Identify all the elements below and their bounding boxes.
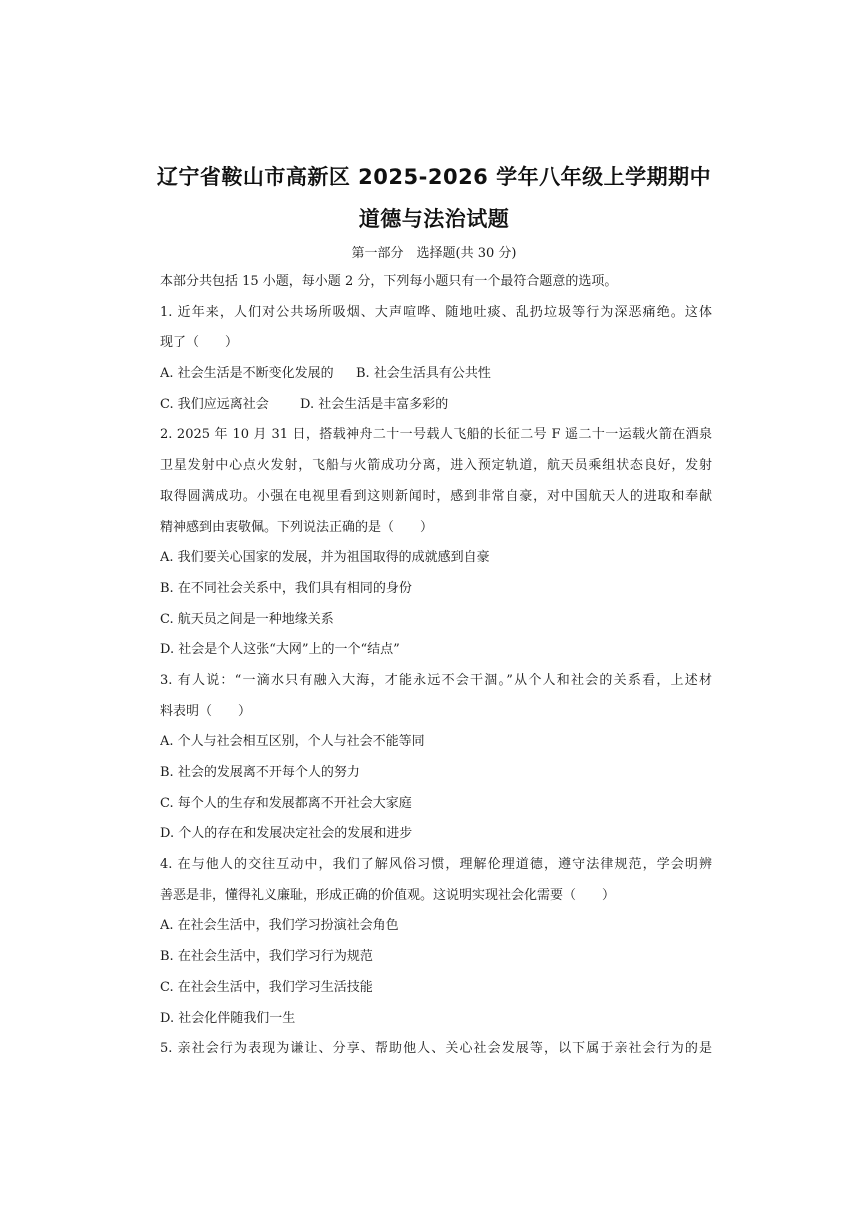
question-3-option-d: D. 个人的存在和发展决定社会的发展和进步 [160,826,413,842]
question-4-option-a: A. 在社会生活中，我们学习扮演社会角色 [160,918,399,934]
question-3-option-a: A. 个人与社会相互区别，个人与社会不能等同 [160,734,425,750]
question-1-options-row-2 [160,394,712,425]
question-4-stem-line-2: 善恶是非，懂得礼义廉耻，形成正确的价值观。这说明实现社会化需要（ ） [160,887,616,903]
question-1-option-c: C. 我们应远离社会 [160,396,269,412]
question-3-stem-line-1: 3. 有人说：“一滴水只有融入大海，才能永远不会干涸。”从个人和社会的关系看，上述材 [160,672,712,688]
exam-title-line-1: 辽宁省鞍山市高新区 2025-2026 学年八年级上学期期中 [156,165,712,189]
question-2-option-a: A. 我们要关心国家的发展，并为祖国取得的成就感到自豪 [160,550,490,566]
question-2-stem-line-4: 精神感到由衷敬佩。下列说法正确的是（ ） [160,519,434,535]
question-3-option-b: B. 社会的发展离不开每个人的努力 [160,765,360,780]
question-4-option-d: D. 社会化伴随我们一生 [160,1010,296,1026]
question-1-stem-line-1: 1. 近年来，人们对公共场所吸烟、大声喧哗、随地吐痰、乱扔垃圾等行为深恶痛绝。这体 [160,304,712,320]
question-1-option-b: B. 社会生活具有公共性 [356,366,491,382]
question-2-stem-line-2: 卫星发射中心点火发射，飞船与火箭成功分离，进入预定轨道，航天员乘组状态良好，发射 [160,458,712,474]
question-5-stem-line-1: 5. 亲社会行为表现为谦让、分享、帮助他人、关心社会发展等，以下属于亲社会行为的是 [160,1041,712,1057]
question-4-option-b: B. 在社会生活中，我们学习行为规范 [160,949,373,965]
section-heading: 第一部分 选择题(共 30 分) [351,246,517,261]
question-2-option-c: C. 航天员之间是一种地缘关系 [160,611,334,627]
question-1-option-d: D. 社会生活是丰富多彩的 [300,396,449,412]
question-4-stem-line-1: 4. 在与他人的交往互动中，我们了解风俗习惯，理解伦理道德，遵守法律规范，学会明辨 [160,857,712,873]
question-4-option-c: C. 在社会生活中，我们学习生活技能 [160,979,373,995]
exam-title-line-2: 道德与法治试题 [358,207,510,231]
question-1-option-a: A. 社会生活是不断变化发展的 [160,366,334,382]
instructions: 本部分共包括 15 小题，每小题 2 分，下列每小题只有一个最符合题意的选项。 [160,274,618,289]
question-1-stem-line-2: 现了（ ） [160,335,239,351]
exam-content [160,271,712,1069]
question-2-option-d: D. 社会是个人这张“大网”上的一个“结点” [160,642,400,658]
question-2-stem-line-1: 2. 2025 年 10 月 31 日，搭载神舟二十一号载人飞船的长征二号 F 遥二十一运载火箭在酒泉 [160,427,712,443]
question-2-stem-line-3: 取得圆满成功。小强在电视里看到这则新闻时，感到非常自豪，对中国航天人的进取和奉献 [160,488,712,504]
question-3-stem-line-2: 料表明（ ） [160,703,252,719]
question-2-option-b: B. 在不同社会关系中，我们具有相同的身份 [160,580,412,596]
question-1-options-row-1 [160,363,712,394]
question-3-option-c: C. 每个人的生存和发展都离不开社会大家庭 [160,795,412,811]
